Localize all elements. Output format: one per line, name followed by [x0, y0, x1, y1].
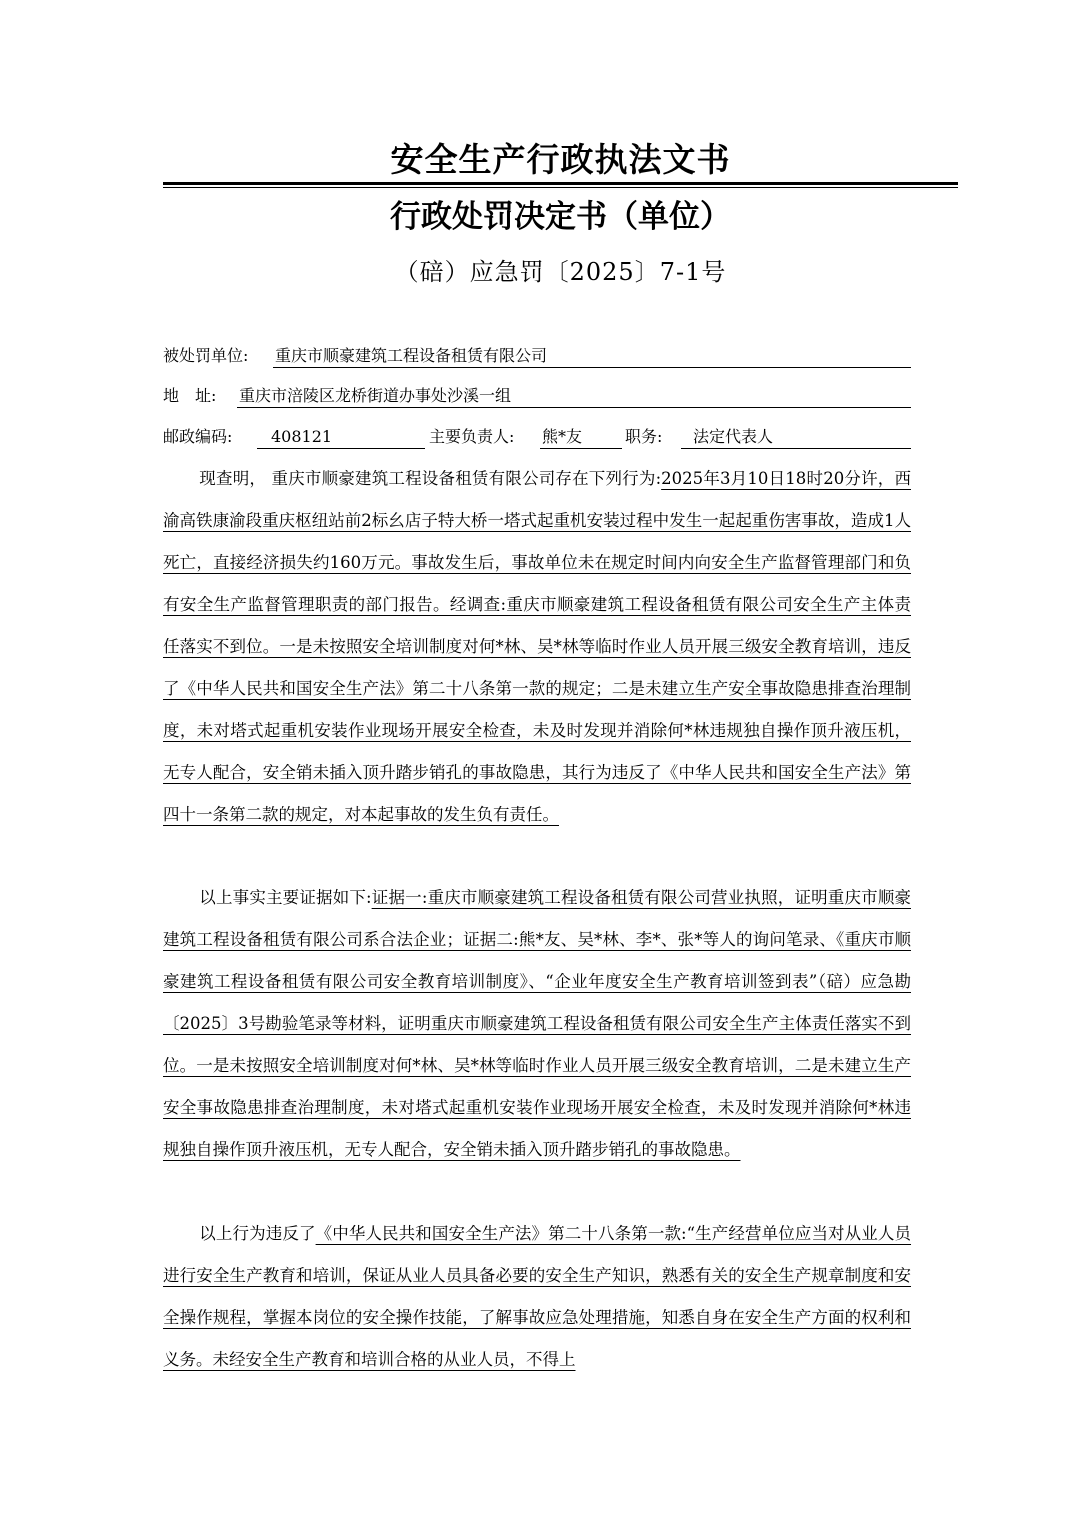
- document-title: 行政处罚决定书（单位）: [390, 199, 731, 235]
- facts-paragraph: [163, 458, 911, 836]
- address-label: 地 址:: [163, 386, 217, 405]
- position-label: 职务:: [625, 427, 663, 446]
- address-value: 重庆市涪陵区龙桥街道办事处沙溪一组: [237, 384, 911, 408]
- postcode-value: 408121: [257, 425, 425, 449]
- evidence-body: 证据一:重庆市顺豪建筑工程设备租赁有限公司营业执照，证明重庆市顺豪建筑工程设备租赁有限公司系合法企业；证据二:熊*友、吴*林、李*、张*等人的询问笔录、《重庆市顺豪建筑工程设备租赁有限公司安全教育培训制度》、“企业年度安全生产教育培训签到表”（碚）应急勘〔2025〕3号勘验笔录等材料，证明重庆市顺豪建筑工程设备租赁有限公司安全生产主体责任落实不到位。一是未按照安全培训制度对何*林、吴*林等临时作业人员开展三级安全教育培训，二是未建立生产安全事故隐患排查治理制度，未对塔式起重机安装作业现场开展安全检查，未及时发现并消除何*林违规独自操作顶升液压机，无专人配合，安全销未插入顶升踏步销孔的事故隐患。: [163, 888, 911, 1159]
- violation-intro: 以上行为违反了: [199, 1224, 316, 1243]
- category-title: 安全生产行政执法文书: [390, 140, 731, 179]
- facts-body: 2025年3月10日18时20分许，西渝高铁康渝段重庆枢纽站前2标幺店子特大桥一塔式起重机安装过程中发生一起起重伤害事故，造成1人死亡，直接经济损失约160万元。事故发生后，事故单位未在规定时间内向安全生产监督管理部门和负有安全生产监督管理职责的部门报告。经调查:重庆市顺豪建筑工程设备租赁有限公司安全生产主体责任落实不到位。一是未按照安全培训制度对何*林、吴*林等临时作业人员开展三级安全教育培训，违反了《中华人民共和国安全生产法》第二十八条第一款的规定；二是未建立生产安全事故隐患排查治理制度，未对塔式起重机安装作业现场开展安全检查，未及时发现并消除何*林违规独自操作顶升液压机，无专人配合，安全销未插入顶升踏步销孔的事故隐患，其行为违反了《中华人民共和国安全生产法》第四十一条第二款的规定，对本起事故的发生负有责任。: [163, 469, 911, 824]
- field-row-address: [163, 384, 911, 410]
- position-value: 法定代表人: [681, 425, 911, 449]
- postcode-label: 邮政编码:: [163, 427, 233, 446]
- violation-body: 《中华人民共和国安全生产法》第二十八条第一款:“生产经营单位应当对从业人员进行安全生产教育和培训，保证从业人员具备必要的安全生产知识，熟悉有关的安全生产规章制度和安全操作规程，掌握本岗位的安全操作技能，了解事故应急处理措施，知悉自身在安全生产方面的权利和义务。未经安全生产教育和培训合格的从业人员，不得上: [163, 1224, 912, 1369]
- facts-intro: 现查明， 重庆市顺豪建筑工程设备租赁有限公司存在下列行为:: [199, 469, 662, 488]
- title-rule-thick: [163, 182, 958, 185]
- evidence-intro: 以上事实主要证据如下:: [199, 888, 372, 907]
- leader-value: 熊*友: [540, 425, 622, 449]
- field-row-unit: [163, 344, 911, 370]
- document-number: （碚）应急罚〔2025〕7-1号: [394, 258, 727, 286]
- leader-label: 主要负责人:: [429, 427, 515, 446]
- unit-label: 被处罚单位:: [163, 346, 249, 365]
- unit-value: 重庆市顺豪建筑工程设备租赁有限公司: [273, 344, 911, 368]
- evidence-paragraph: [163, 877, 911, 1171]
- title-rule-thin: [163, 187, 958, 188]
- field-row-postcode: [163, 425, 911, 451]
- violation-paragraph: [163, 1213, 911, 1381]
